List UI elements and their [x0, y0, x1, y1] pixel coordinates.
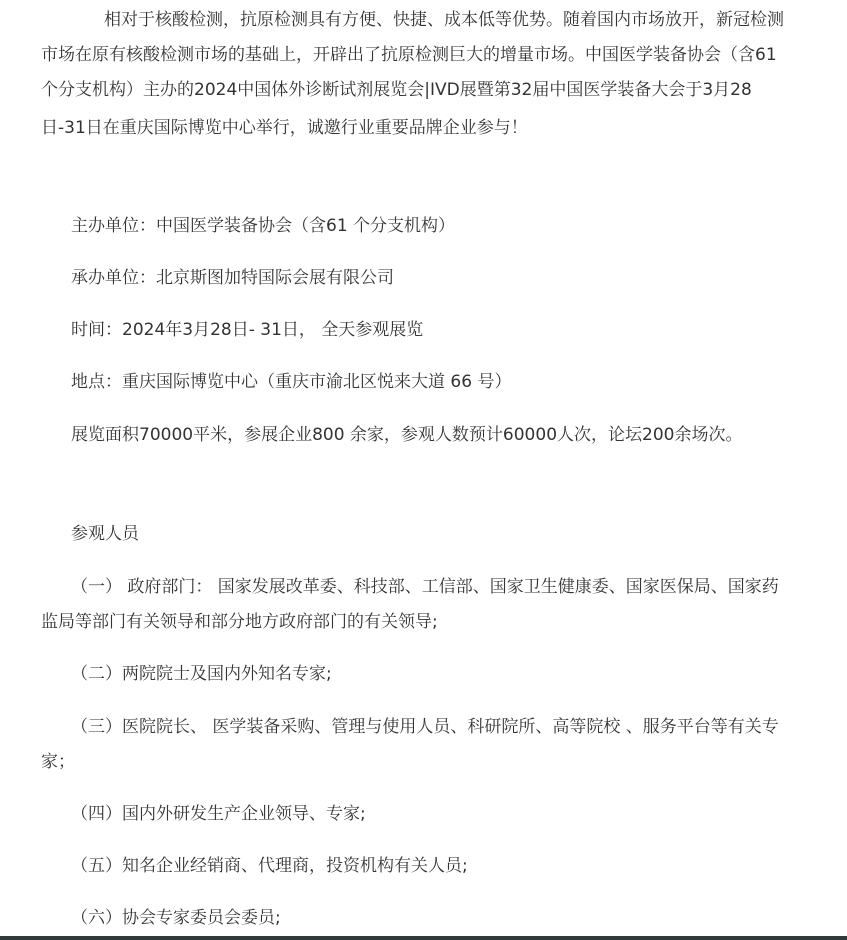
info-location: 地点：重庆国际博览中心（重庆市渝北区悦来大道 66 号）: [71, 372, 512, 392]
intro-line-3: 个分支机构）主办的2024中国体外诊断试剂展览会|IVD展暨第32届中国医学装备大会于3月28: [41, 80, 752, 100]
intro-line-1: 相对于核酸检测，抗原检测具有方便、快捷、成本低等优势。随着国内市场放开，新冠检测: [104, 10, 784, 30]
visitors-heading: 参观人员: [71, 524, 139, 544]
intro-line-2: 市场在原有核酸检测市场的基础上，开辟出了抗原检测巨大的增量市场。中国医学装备协会（含61: [41, 45, 777, 65]
visitor-item-6: （六）协会专家委员会委员;: [71, 908, 281, 928]
info-time: 时间：2024年3月28日- 31日， 全天参观展览: [71, 320, 424, 340]
visitor-item-1-line-1: （一） 政府部门： 国家发展改革委、科技部、工信部、国家卫生健康委、国家医保局、国家药: [71, 577, 779, 597]
info-organizer: 承办单位：北京斯图加特国际会展有限公司: [71, 268, 394, 288]
visitor-item-5: （五）知名企业经销商、代理商，投资机构有关人员;: [71, 856, 468, 876]
visitor-item-2: （二）两院院士及国内外知名专家;: [71, 664, 332, 684]
visitor-item-1-line-2: 监局等部门有关领导和部分地方政府部门的有关领导;: [41, 612, 438, 632]
visitor-item-4: （四）国内外研发生产企业领导、专家;: [71, 804, 366, 824]
info-scale: 展览面积70000平米，参展企业800 余家，参观人数预计60000人次，论坛200余场次。: [71, 425, 743, 445]
visitor-item-3-line-1: （三）医院院长、 医学装备采购、管理与使用人员、科研院所、高等院校 、服务平台等有关专: [71, 717, 779, 737]
bottom-divider: [0, 936, 847, 940]
info-host: 主办单位：中国医学装备协会（含61 个分支机构）: [71, 216, 456, 236]
intro-line-4: 日-31日在重庆国际博览中心举行，诚邀行业重要品牌企业参与！: [41, 118, 528, 138]
visitor-item-3-line-2: 家；: [41, 752, 75, 772]
